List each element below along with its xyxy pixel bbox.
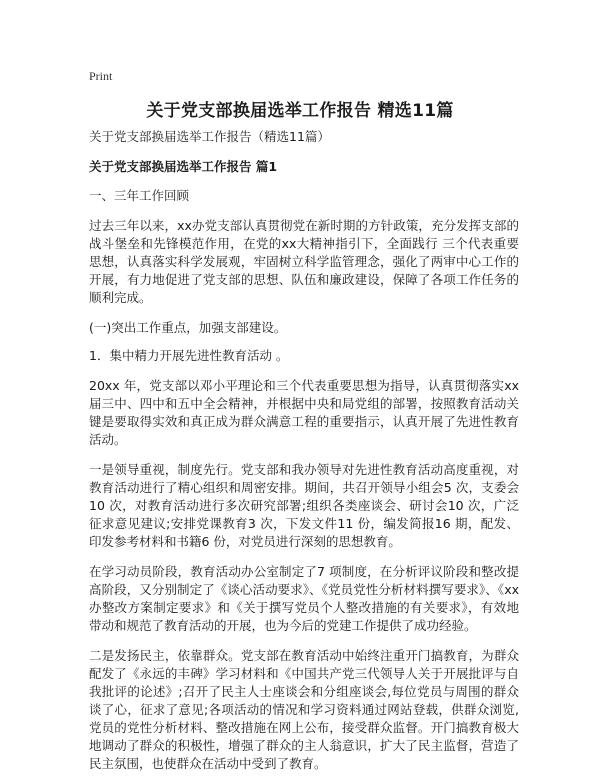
document-subtitle: 关于党支部换届选举工作报告（精选11篇） <box>89 129 330 144</box>
heading-education: 1．集中精力开展先进性教育活动 。 <box>89 348 289 363</box>
heading-review: 一、三年工作回顾 <box>89 188 190 203</box>
print-label: Print <box>89 69 113 83</box>
paragraph-education: 20xx 年，党支部以邓小平理论和三个代表重要思想为指导，认真贯彻落实xx届三中、四中和五中全会精神，并根据中央和局党组的部署，按照教育活动关键是要取得实效和真正成为群众满意工程的重要指示，认真开展了先进性教育活动。 <box>89 378 519 447</box>
document-body <box>89 128 519 773</box>
paragraph-rules: 在学习动员阶段，教育活动办公室制定了7 项制度，在分析评议阶段和整改提高阶段，又分别制定了《谈心活动要求》、《党员党性分析材料撰写要求》、《xx办整改方案制定要求》和《关于撰写党员个人整改措施的有关要求》，有效地带动和规范了教育活动的开展，也为今后的党建工作提供了成功经验。 <box>89 564 519 633</box>
paragraph-leadership: 一是领导重视，制度先行。党支部和我办领导对先进性教育活动高度重视，对教育活动进行了精心组织和周密安排。期间，共召开领导小组会5 次，支委会10 次，对教育活动进行多次研究部署;组织各类座谈会、研讨会10 次，广泛征求意见建议;安排党课教育3 次，下发文件11 份，编发简报16 期，配发、印发参考材料和书籍6 份，对党员进行深刻的思想教育。 <box>89 462 519 549</box>
paragraph-overview: 过去三年以来，xx办党支部认真贯彻党在新时期的方针政策，充分发挥支部的战斗堡垒和先锋模范作用，在党的xx大精神指引下，全面践行 三个代表重要思想，认真落实科学发展观，牢固树立科学监管理念，强化了两审中心工作的开展，有力地促进了党支部的思想、队伍和廉政建设，保障了各项工作任务的顺利完成。 <box>89 218 519 305</box>
heading-focus: (一)突出工作重点，加强支部建设。 <box>89 320 287 335</box>
section-title: 关于党支部换届选举工作报告 篇1 <box>89 159 278 174</box>
document-title: 关于党支部换届选举工作报告 精选11篇 <box>146 101 454 121</box>
paragraph-democracy: 二是发扬民主，依靠群众。党支部在教育活动中始终注重开门搞教育，为群众配发了《永远的丰碑》学习材料和《中国共产党三代领导人关于开展批评与自我批评的论述》;召开了民主人士座谈会和分组座谈会,每位党员与周围的群众谈了心，征求了意见;各项活动的情况和学习资料通过网站登载，供群众浏览,党员的党性分析材料、整改措施在网上公布，接受群众监督。开门搞教育极大地调动了群众的积极性，增强了群众的主人翁意识，扩大了民主监督，营造了民主氛围，也使群众在活动中受到了教育。 <box>89 648 519 771</box>
